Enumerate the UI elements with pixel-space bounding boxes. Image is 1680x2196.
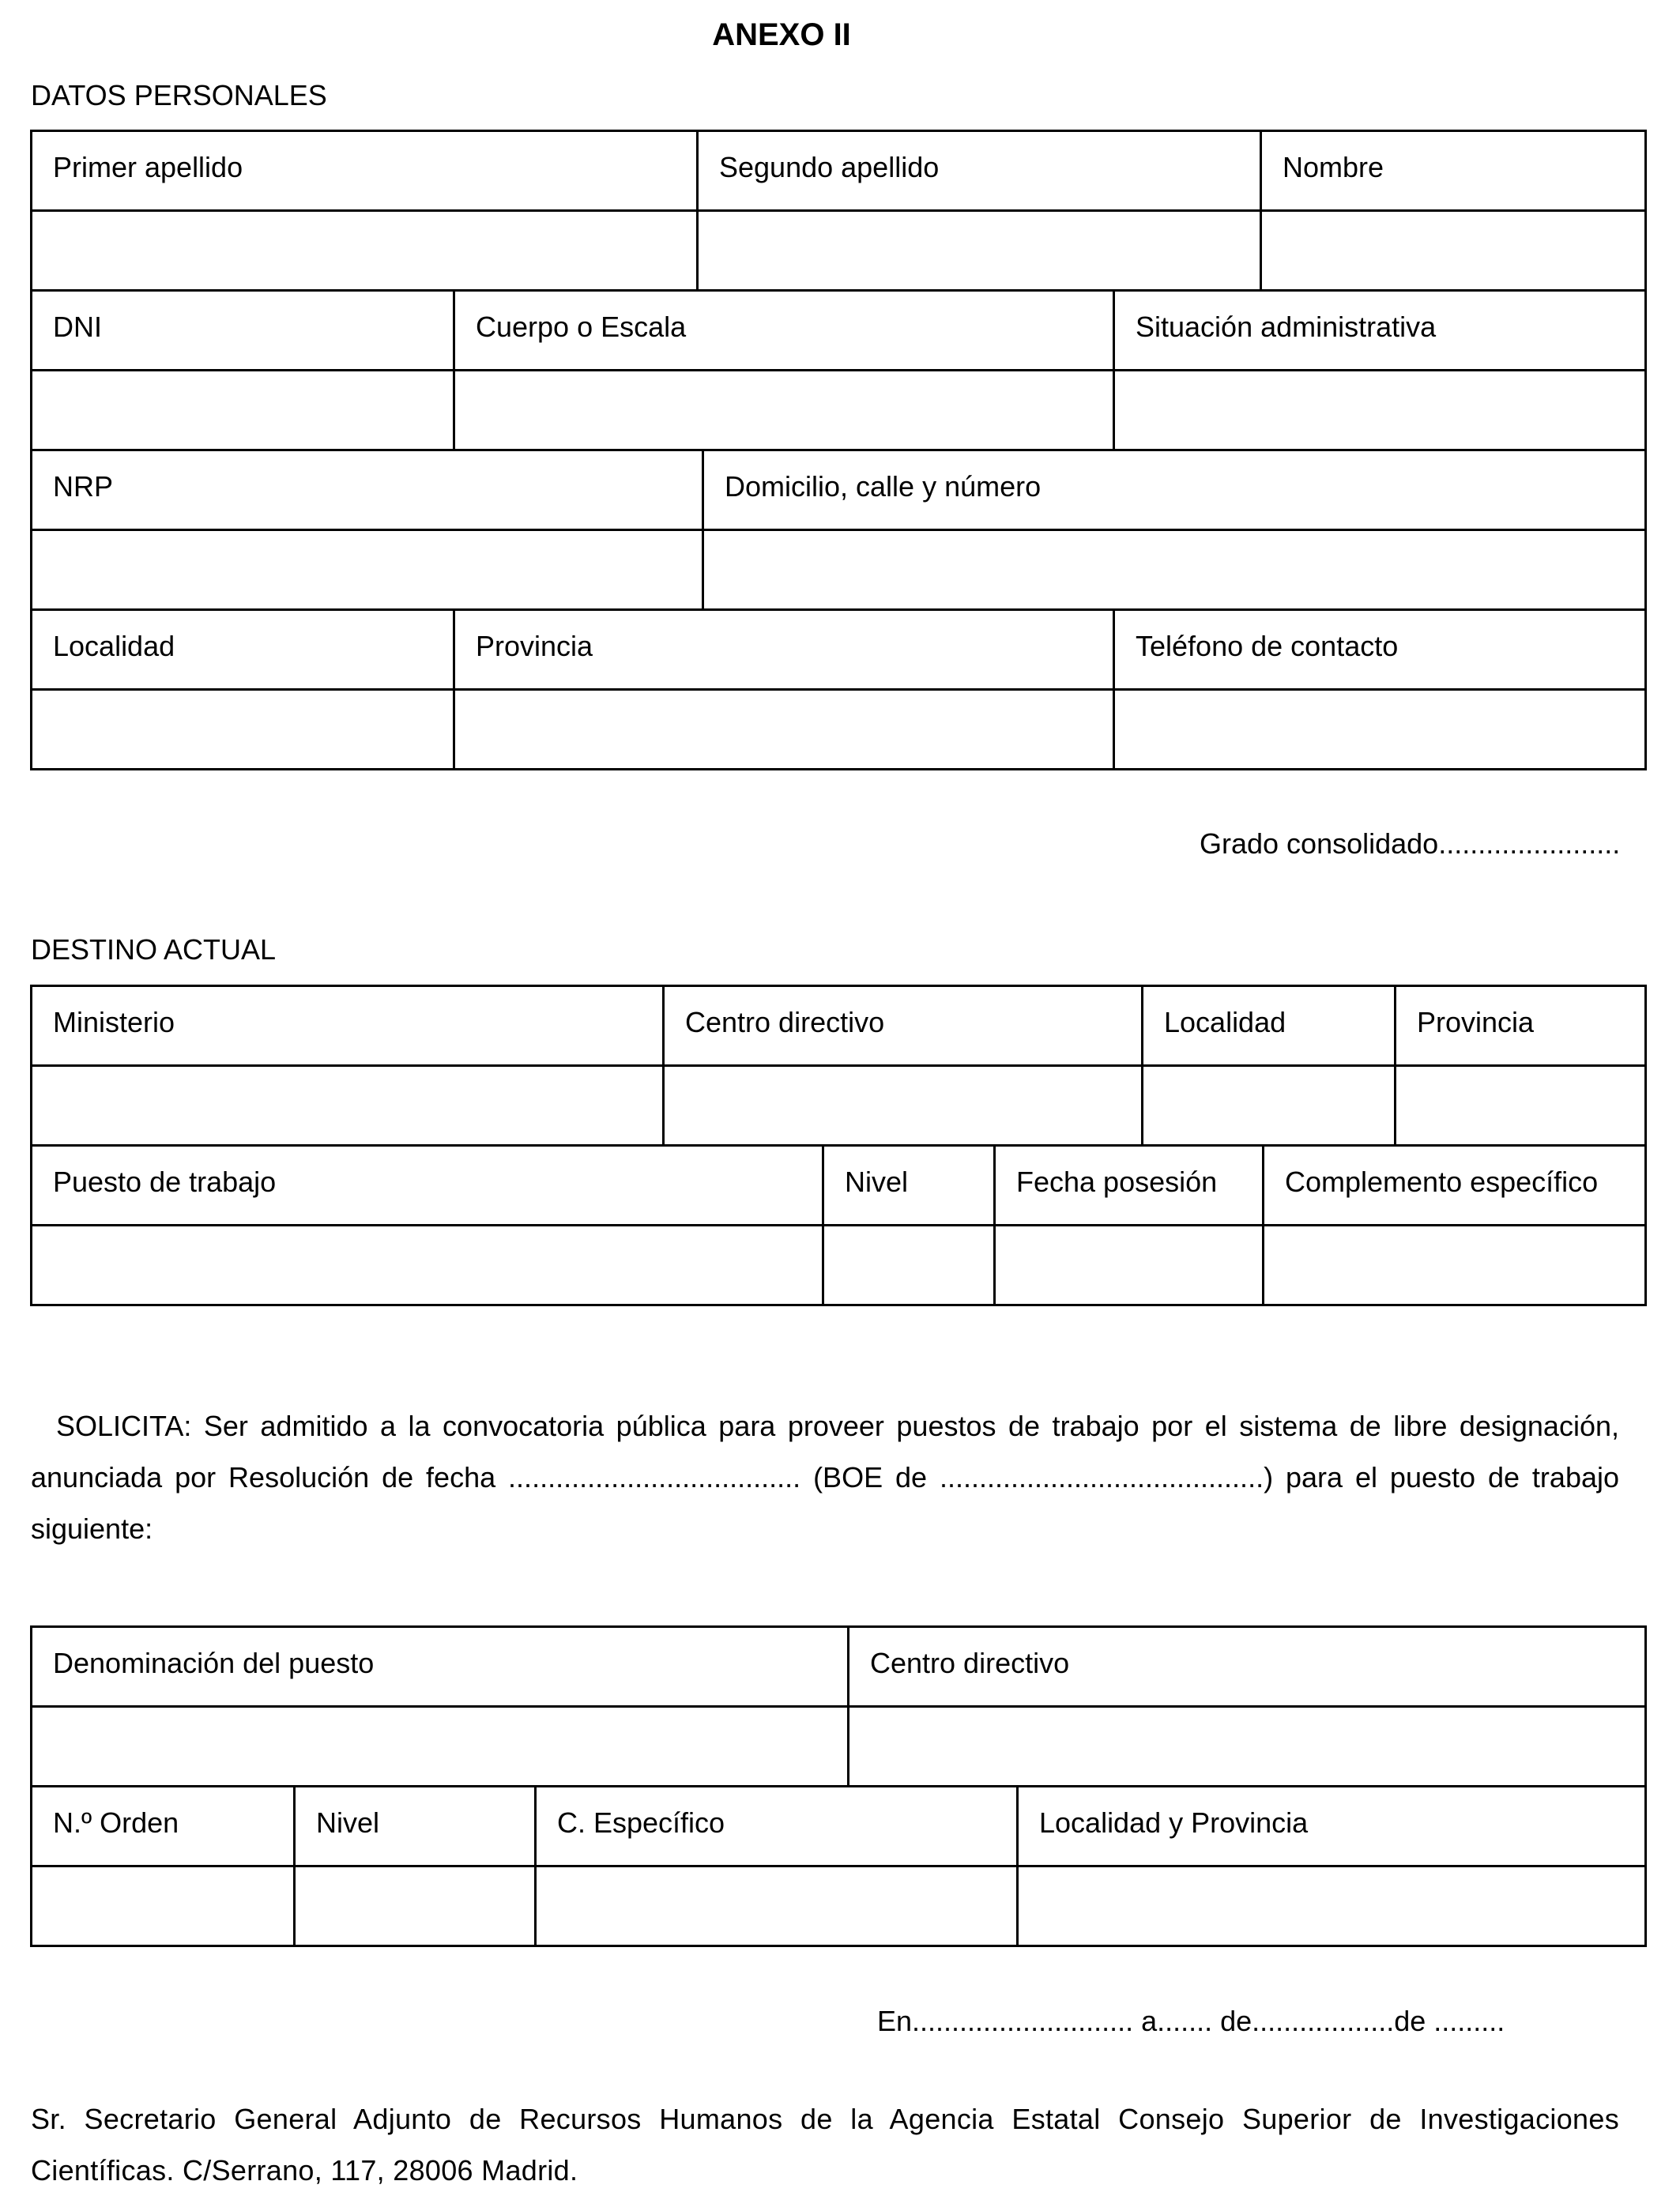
label-numero-orden: N.º Orden xyxy=(32,1787,296,1867)
label-fecha-posesion: Fecha posesión xyxy=(996,1147,1264,1226)
datos-personales-table xyxy=(30,130,1647,770)
destino-actual-table xyxy=(30,985,1647,1306)
solicita-line-1: SOLICITA: Ser admitido a la convocatoria pública para proveer puestos de trabajo por el sistema de libre designación, xyxy=(56,1410,1619,1442)
solicita-line-3: siguiente: xyxy=(31,1512,153,1545)
field-fecha-posesion[interactable] xyxy=(996,1226,1264,1306)
label-provincia: Provincia xyxy=(455,611,1115,691)
field-dni[interactable] xyxy=(32,371,455,451)
field-nrp[interactable] xyxy=(32,531,704,611)
table-row xyxy=(32,212,1647,292)
label-centro-directivo: Centro directivo xyxy=(665,987,1143,1067)
field-denominacion-del-puesto[interactable] xyxy=(32,1708,849,1787)
field-nombre[interactable] xyxy=(1262,212,1647,292)
solicita-line-2: anunciada por Resolución de fecha ..................................... (BOE de .........................................) para el puesto de trabajo xyxy=(31,1461,1619,1494)
field-centro-directivo[interactable] xyxy=(849,1708,1647,1787)
table-row xyxy=(32,611,1647,691)
field-localidad-y-provincia[interactable] xyxy=(1019,1867,1647,1947)
field-c-especifico[interactable] xyxy=(537,1867,1019,1947)
field-domicilio[interactable] xyxy=(704,531,1647,611)
table-row xyxy=(32,531,1647,611)
field-nivel[interactable] xyxy=(824,1226,996,1306)
table-row xyxy=(32,292,1647,371)
label-provincia: Provincia xyxy=(1396,987,1647,1067)
table-row xyxy=(32,1708,1647,1787)
field-provincia[interactable] xyxy=(455,691,1115,770)
field-complemento-especifico[interactable] xyxy=(1264,1226,1647,1306)
field-localidad[interactable] xyxy=(1143,1067,1396,1147)
table-row xyxy=(32,132,1647,212)
field-centro-directivo[interactable] xyxy=(665,1067,1143,1147)
table-row xyxy=(32,1628,1647,1708)
label-nivel: Nivel xyxy=(296,1787,537,1867)
label-primer-apellido: Primer apellido xyxy=(32,132,699,212)
section-heading-destino-actual: DESTINO ACTUAL xyxy=(31,933,277,966)
table-row xyxy=(32,451,1647,531)
field-numero-orden[interactable] xyxy=(32,1867,296,1947)
label-telefono-contacto: Teléfono de contacto xyxy=(1115,611,1647,691)
label-situacion-administrativa: Situación administrativa xyxy=(1115,292,1647,371)
lugar-fecha-line: En............................ a....... de..................de ......... xyxy=(877,2005,1505,2037)
puesto-solicitado-table xyxy=(30,1625,1647,1947)
label-cuerpo-o-escala: Cuerpo o Escala xyxy=(455,292,1115,371)
label-denominacion-del-puesto: Denominación del puesto xyxy=(32,1628,849,1708)
table-row xyxy=(32,1067,1647,1147)
label-dni: DNI xyxy=(32,292,455,371)
field-nivel[interactable] xyxy=(296,1867,537,1947)
label-nivel: Nivel xyxy=(824,1147,996,1226)
field-situacion-administrativa[interactable] xyxy=(1115,371,1647,451)
table-row xyxy=(32,371,1647,451)
table-row xyxy=(32,1147,1647,1226)
field-ministerio[interactable] xyxy=(32,1067,665,1147)
field-cuerpo-o-escala[interactable] xyxy=(455,371,1115,451)
label-c-especifico: C. Específico xyxy=(537,1787,1019,1867)
label-segundo-apellido: Segundo apellido xyxy=(699,132,1262,212)
field-segundo-apellido[interactable] xyxy=(699,212,1262,292)
label-ministerio: Ministerio xyxy=(32,987,665,1067)
field-localidad[interactable] xyxy=(32,691,455,770)
label-centro-directivo: Centro directivo xyxy=(849,1628,1647,1708)
field-puesto-de-trabajo[interactable] xyxy=(32,1226,824,1306)
label-nrp: NRP xyxy=(32,451,704,531)
table-row xyxy=(32,1226,1647,1306)
solicita-paragraph xyxy=(31,1400,1619,1554)
field-primer-apellido[interactable] xyxy=(32,212,699,292)
page-title: ANEXO II xyxy=(712,17,851,52)
label-localidad: Localidad xyxy=(32,611,455,691)
grado-consolidado-line: Grado consolidado....................... xyxy=(1200,827,1621,860)
table-row xyxy=(32,691,1647,770)
label-localidad-y-provincia: Localidad y Provincia xyxy=(1019,1787,1647,1867)
label-puesto-de-trabajo: Puesto de trabajo xyxy=(32,1147,824,1226)
field-provincia[interactable] xyxy=(1396,1067,1647,1147)
label-complemento-especifico: Complemento específico xyxy=(1264,1147,1647,1226)
label-nombre: Nombre xyxy=(1262,132,1647,212)
section-heading-datos-personales: DATOS PERSONALES xyxy=(31,79,327,111)
field-telefono-contacto[interactable] xyxy=(1115,691,1647,770)
table-row xyxy=(32,1867,1647,1947)
label-domicilio: Domicilio, calle y número xyxy=(704,451,1647,531)
table-row xyxy=(32,1787,1647,1867)
destinatario: Sr. Secretario General Adjunto de Recursos Humanos de la Agencia Estatal Consejo Superior de Investigaciones Científicas. C/Serrano, 117, 28006 Madrid. xyxy=(31,2103,1619,2187)
label-localidad: Localidad xyxy=(1143,987,1396,1067)
table-row xyxy=(32,987,1647,1067)
